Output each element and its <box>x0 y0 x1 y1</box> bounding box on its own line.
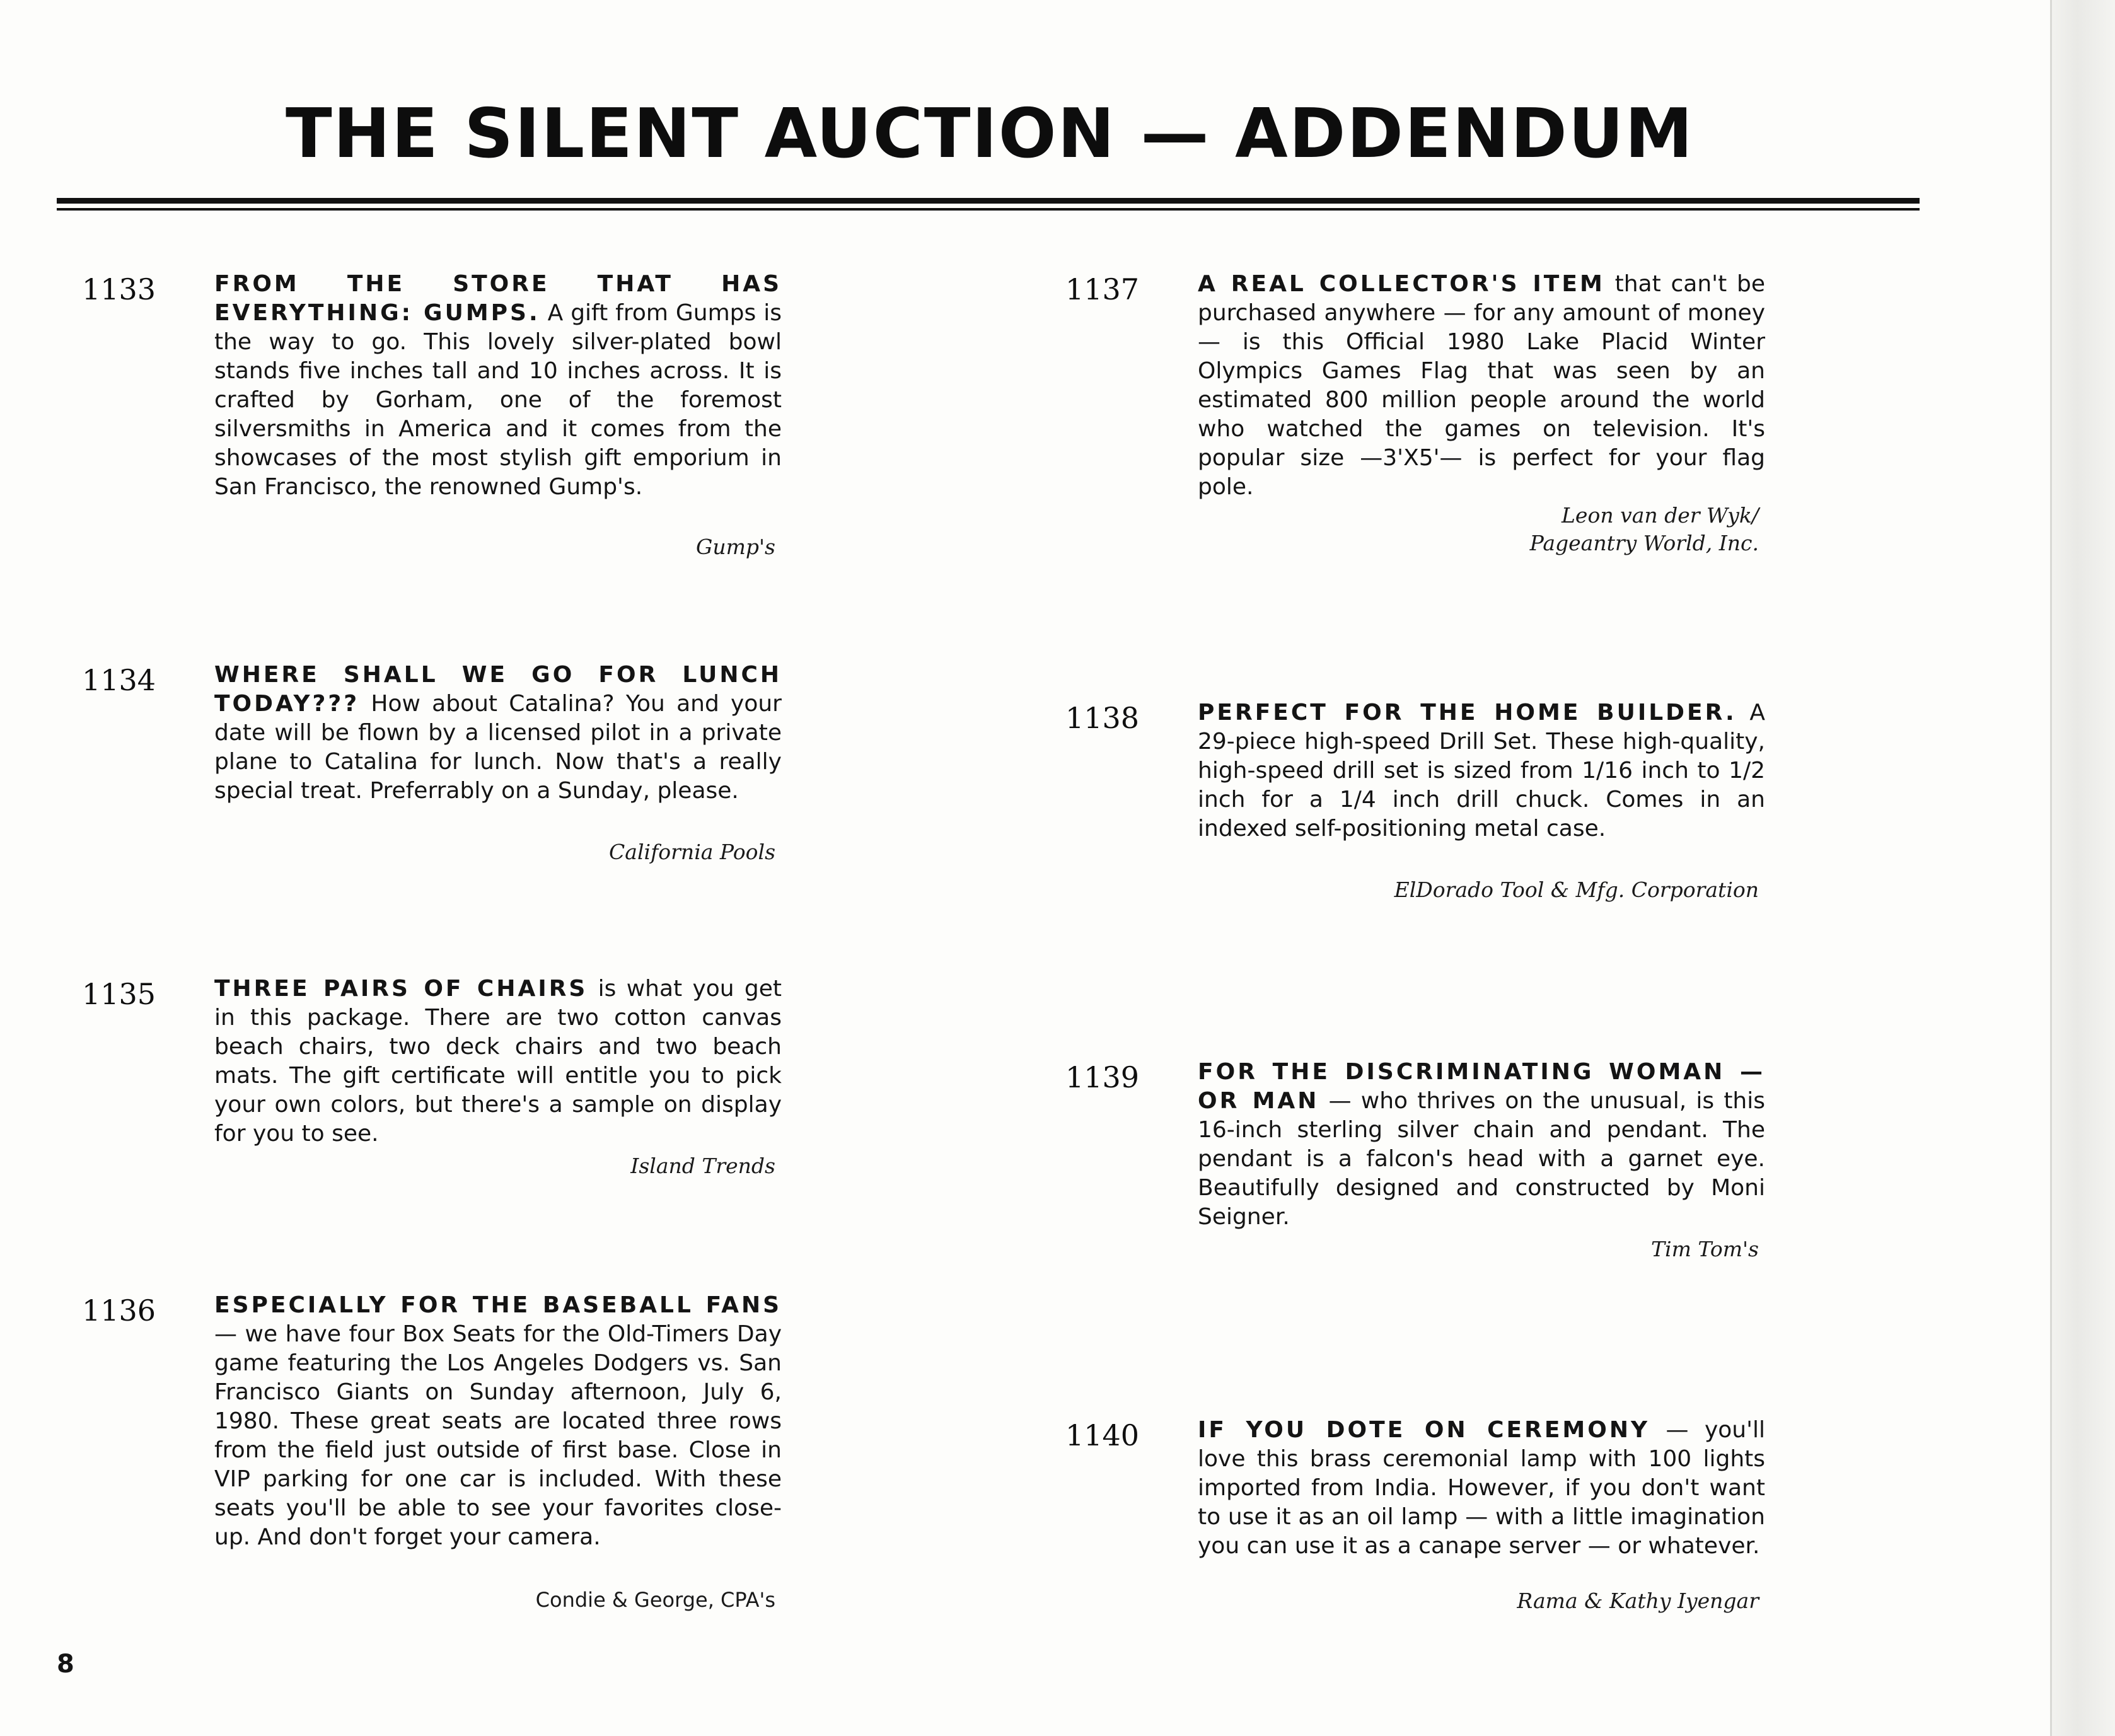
item-description <box>214 270 782 502</box>
item-donor: California Pools <box>609 840 775 864</box>
item-text: — we have four Box Seats for the Old-Timers Day game featuring the Los Angeles Dodgers vs. San Francisco Giants on Sunday afternoon, July 6, 1980. These great seats are located three rows from the field just outside of first base. Close in VIP parking for one car is included. With these seats you'll be able to see your favorites close-up. And don't forget your camera. <box>214 1321 782 1550</box>
item-donor <box>1191 502 1759 557</box>
item-number: 1139 <box>1065 1060 1140 1094</box>
item-number: 1133 <box>82 272 156 306</box>
auction-item-1133 <box>82 270 782 572</box>
item-headline: FROM THE STORE THAT HAS EVERYTHING: GUMPS. <box>214 271 782 326</box>
item-donor: Island Trends <box>630 1154 775 1178</box>
item-donor: ElDorado Tool & Mfg. Corporation <box>1394 877 1759 902</box>
item-number: 1140 <box>1065 1418 1140 1452</box>
auction-item-1135 <box>82 975 782 1189</box>
item-text: — who thrives on the unusual, is this 16-inch sterling silver chain and pendant. The pendant is a falcon's head with a garnet eye. Beautifully designed and constructed by Moni Seigner. <box>1198 1088 1766 1230</box>
item-headline: FOR THE DISCRIMINATING WOMAN — OR MAN <box>1198 1059 1765 1114</box>
item-number: 1135 <box>82 977 156 1011</box>
page-edge <box>2050 0 2115 1736</box>
item-donor: Condie & George, CPA's <box>535 1588 775 1612</box>
item-number: 1136 <box>82 1293 156 1328</box>
item-text: How about Catalina? You and your date will be flown by a licensed pilot in a private plane to Catalina for lunch. Now that's a really special treat. Preferrably on a Sunday, please. <box>214 691 782 804</box>
item-description <box>1198 270 1765 502</box>
item-donor: Gump's <box>695 535 775 559</box>
item-donor-line2: Pageantry World, Inc. <box>1529 531 1759 555</box>
item-description <box>1198 1416 1765 1561</box>
item-donor: Tim Tom's <box>1651 1237 1759 1261</box>
item-number: 1138 <box>1065 701 1140 735</box>
auction-item-1137 <box>1065 270 1765 566</box>
auction-item-1134 <box>82 661 782 875</box>
item-description <box>1198 698 1765 843</box>
item-text: A 29-piece high-speed Drill Set. These high-quality, high-speed drill set is sized from 1/16 inch to 1/2 inch for a 1/4 inch drill chuck. Comes in an indexed self-positioning metal case. <box>1198 700 1765 842</box>
item-number: 1134 <box>82 663 156 697</box>
item-description <box>1198 1058 1765 1232</box>
item-number: 1137 <box>1065 272 1140 306</box>
item-description <box>214 661 782 806</box>
item-headline: PERFECT FOR THE HOME BUILDER. <box>1198 700 1737 726</box>
title-rule-thin <box>57 208 1920 211</box>
item-headline: THREE PAIRS OF CHAIRS <box>214 976 588 1002</box>
item-headline: ESPECIALLY FOR THE BASEBALL FANS <box>214 1292 782 1318</box>
page-title: THE SILENT AUCTION — ADDENDUM <box>286 95 1694 173</box>
item-text: that can't be purchased anywhere — for any amount of money — is this Official 1980 Lake Placid Winter Olympics Games Flag that was seen by an estimated 800 million people around the world who watched the games on television. It's popular size —3'X5'— is perfect for your flag pole. <box>1198 271 1765 500</box>
item-headline: A REAL COLLECTOR'S ITEM <box>1198 271 1605 297</box>
item-description <box>214 975 782 1149</box>
title-rule-thick <box>57 198 1920 204</box>
auction-item-1140 <box>1065 1416 1765 1630</box>
item-text: A gift from Gumps is the way to go. This lovely silver-plated bowl stands five inches tall and 10 inches across. It is crafted by Gorham, one of the foremost silversmiths in America and it comes from the showcases of the most stylish gift emporium in San Francisco, the renowned Gump's. <box>214 300 782 500</box>
item-description <box>214 1291 782 1552</box>
item-text: is what you get in this package. There are two cotton canvas beach chairs, two deck chairs and two beach mats. The gift certificate will entitle you to pick your own colors, but there's a sample on display for you to see. <box>214 976 782 1147</box>
auction-item-1136 <box>82 1291 782 1619</box>
item-donor: Rama & Kathy Iyengar <box>1517 1588 1759 1613</box>
page-number: 8 <box>57 1650 74 1679</box>
auction-item-1138 <box>1065 698 1765 913</box>
item-headline: IF YOU DOTE ON CEREMONY <box>1198 1417 1650 1443</box>
item-donor-line1: Leon van der Wyk/ <box>1562 503 1759 528</box>
auction-item-1139 <box>1065 1058 1766 1272</box>
item-headline: WHERE SHALL WE GO FOR LUNCH TODAY??? <box>214 662 782 717</box>
item-text: — you'll love this brass ceremonial lamp with 100 lights imported from India. However, if you don't want to use it as an oil lamp — with a little imagination you can use it as a canape server — or whatever. <box>1198 1417 1765 1559</box>
